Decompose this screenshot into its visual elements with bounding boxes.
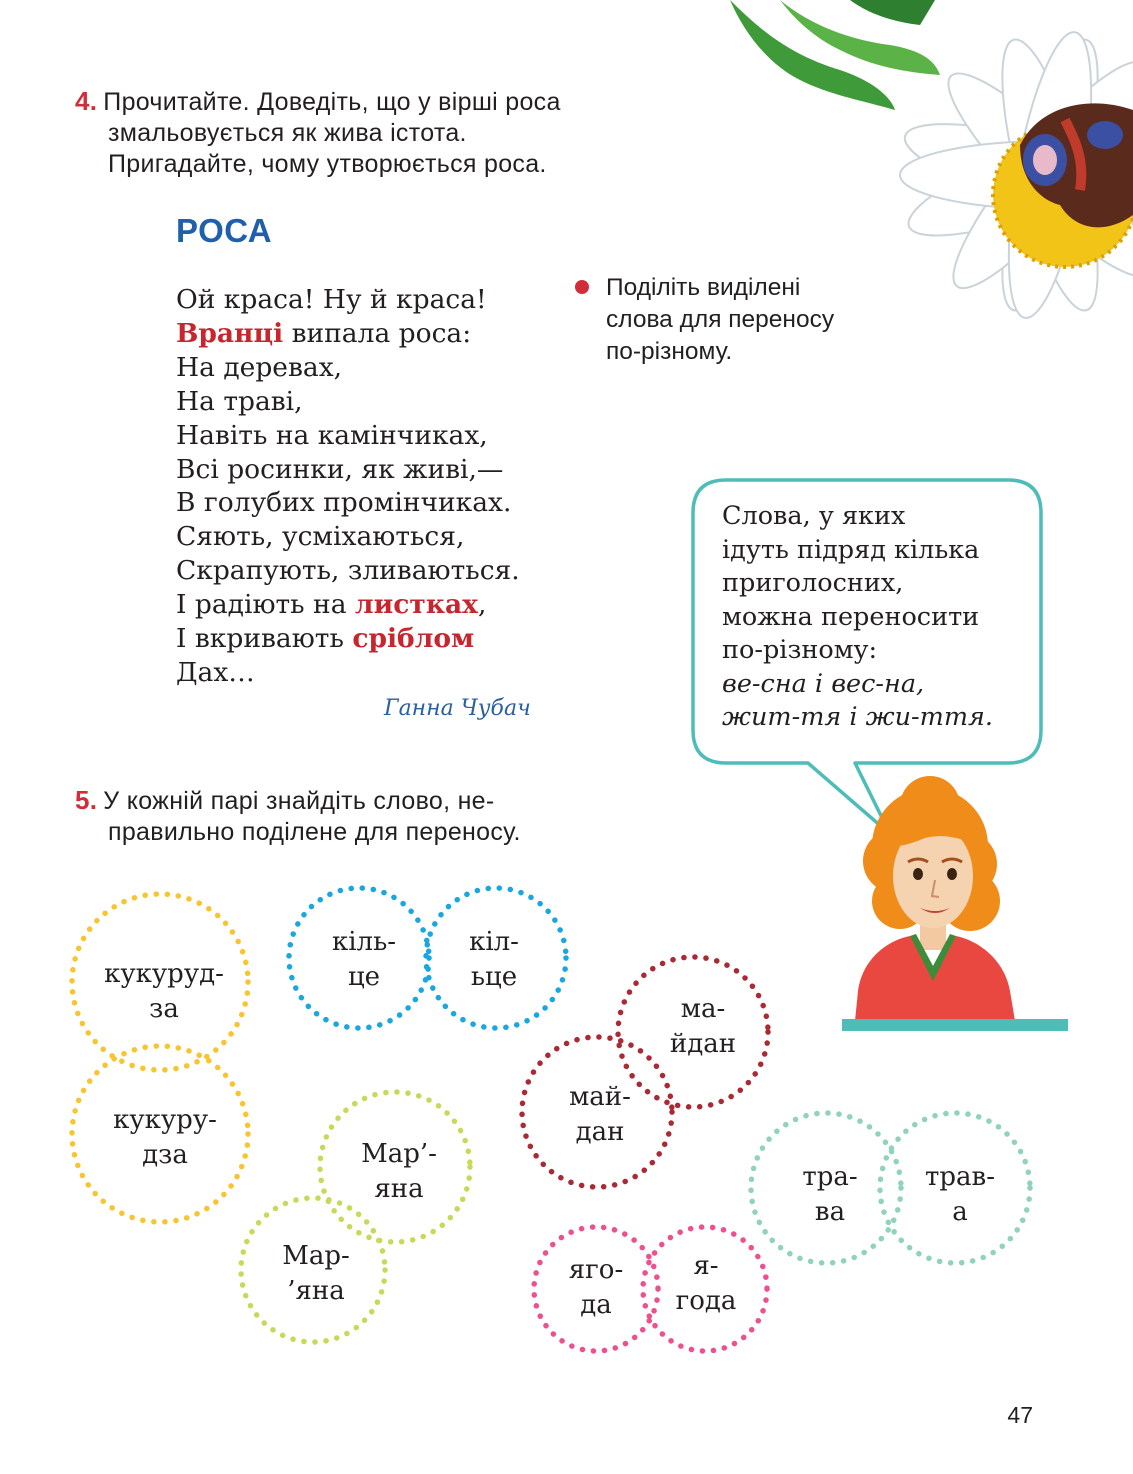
- word-blue-a: [332, 925, 396, 995]
- word-part: Мар-: [282, 1241, 350, 1271]
- word-blue-b: [469, 925, 519, 995]
- word-part: ва: [814, 1197, 846, 1227]
- poem-line: [176, 622, 520, 656]
- poem-line-end: ,: [477, 589, 487, 621]
- bubble-line: Слова, у яких: [722, 501, 906, 531]
- word-lightgreen-a: [361, 1137, 437, 1207]
- poem-line: На деревах,: [176, 351, 343, 383]
- word-part: тра-: [802, 1162, 858, 1192]
- highlighted-word: Вранці: [176, 317, 284, 349]
- word-part: трав-: [925, 1162, 995, 1192]
- poem-line: [176, 588, 520, 622]
- poem-line: На траві,: [176, 385, 303, 417]
- poem-line: Дах…: [176, 656, 255, 688]
- highlighted-word: сріблом: [352, 623, 475, 655]
- poem-line: [176, 317, 520, 351]
- word-mint-a: [802, 1160, 857, 1230]
- task-4-line-1: Прочитайте. Доведіть, що у вірші роса: [103, 88, 561, 116]
- poem-line: В голубих промінчиках.: [176, 487, 512, 519]
- highlighted-word: листках: [354, 589, 478, 621]
- word-part: ьце: [470, 962, 518, 992]
- poem-line-start: І вкривають: [176, 623, 353, 655]
- bubble-line: по-різному:: [722, 635, 878, 665]
- task-5-line-2: правильно поділене для переносу.: [108, 818, 521, 846]
- poem-text: [176, 283, 520, 690]
- word-part: года: [675, 1286, 737, 1316]
- bullet-dot-icon: [575, 280, 589, 294]
- poem-author: Ганна Чубач: [384, 696, 531, 721]
- word-part: кукуруд-: [104, 959, 224, 989]
- bubble-line: ідуть підряд кілька: [722, 534, 980, 565]
- bubble-example-2: жит-тя і жи-ття.: [722, 702, 994, 732]
- word-darkred-a: [670, 992, 736, 1062]
- word-part: кукуру-: [113, 1105, 217, 1135]
- word-mint-b: [925, 1160, 995, 1230]
- word-part: май-: [569, 1082, 631, 1112]
- task-4-line-2: змальовується як жива істота.: [108, 119, 467, 147]
- note-line-3: по-різному.: [606, 338, 733, 365]
- poem-line: Скрапують, зливаються.: [176, 555, 520, 587]
- word-part: кіль-: [331, 927, 397, 957]
- pair-outline-blue: [289, 888, 566, 1028]
- bubble-line: приголосних,: [722, 568, 904, 598]
- poem-title: РОСА: [176, 212, 273, 249]
- word-part: дза: [142, 1140, 188, 1170]
- word-part: йдан: [669, 1029, 737, 1059]
- note-line-2: слова для переносу: [606, 306, 835, 333]
- word-yellow-b: [113, 1103, 217, 1173]
- poem-line: Ой краса! Ну й краса!: [176, 284, 487, 315]
- bubble-example-1: ве-сна і вес-на,: [722, 668, 925, 699]
- word-part: за: [149, 994, 179, 1024]
- poem-line: Навіть на камінчиках,: [176, 419, 488, 451]
- task-4-number: 4.: [75, 86, 98, 116]
- bubble-text: [722, 500, 993, 735]
- word-pink-b: [676, 1249, 737, 1319]
- word-yellow-a: [104, 957, 224, 1027]
- word-part: це: [347, 962, 381, 992]
- word-part: а: [952, 1197, 968, 1227]
- task-4: [75, 86, 561, 180]
- poem-line: Сяють, усміхаються,: [176, 521, 465, 553]
- word-part: да: [580, 1290, 612, 1320]
- word-darkred-b: [569, 1080, 631, 1150]
- poem-line-start: І радіють на: [176, 589, 355, 621]
- task-4-line-3: Пригадайте, чому утворюється роса.: [108, 150, 547, 178]
- word-part: Мар’-: [361, 1139, 437, 1169]
- word-pink-a: [569, 1253, 623, 1323]
- task-5-line-1: У кожній парі знайдіть слово, не-: [103, 787, 495, 815]
- task-5: [75, 785, 521, 848]
- word-part: яго-: [568, 1255, 624, 1285]
- poem-line: Всі росинки, як живі,—: [176, 453, 504, 485]
- word-lightgreen-b: [282, 1239, 350, 1309]
- task-5-number: 5.: [75, 785, 98, 815]
- pair-outline-lightgreen: [241, 1092, 470, 1342]
- poem-line-rest: випала роса:: [283, 317, 472, 349]
- word-part: ’яна: [287, 1276, 345, 1306]
- word-part: яна: [374, 1174, 424, 1204]
- page-number: 47: [1007, 1402, 1033, 1428]
- bubble-line: можна переносити: [722, 601, 980, 632]
- note-line-1: Поділіть виділені: [606, 274, 801, 301]
- word-part: я-: [693, 1251, 719, 1281]
- word-part: ма-: [680, 994, 726, 1024]
- word-part: кіл-: [469, 927, 519, 957]
- word-part: дан: [575, 1117, 625, 1147]
